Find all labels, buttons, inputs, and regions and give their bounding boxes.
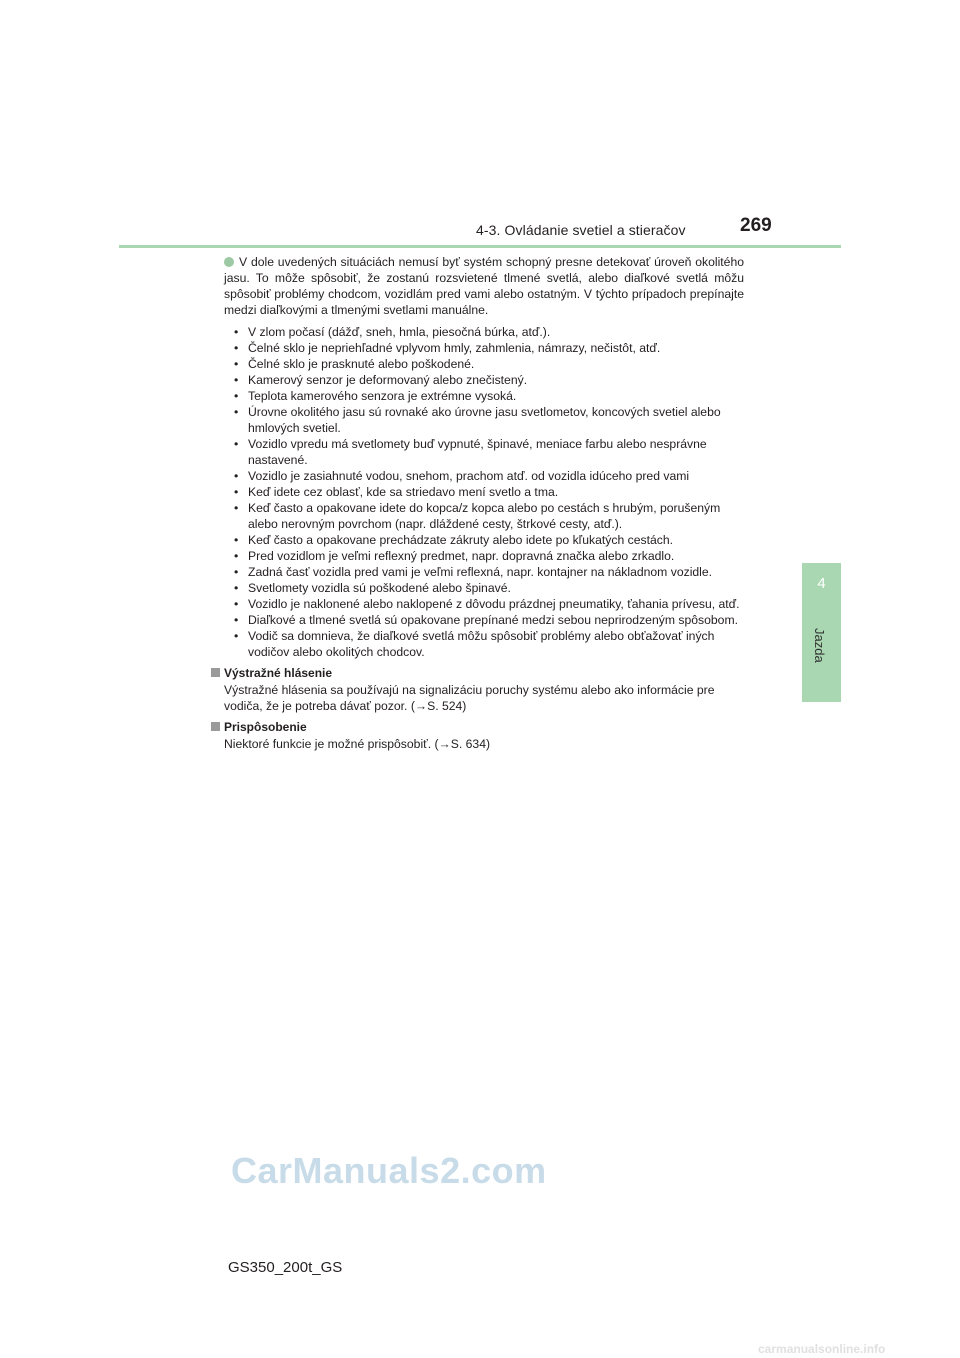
list-item: • Vozidlo je zasiahnuté vodou, snehom, prachom atď. od vozidla idúceho pred vami — [234, 469, 690, 483]
bullet-dot-icon: • — [234, 613, 239, 627]
customization-section — [224, 719, 744, 752]
customization-heading: Prispôsobenie — [224, 719, 744, 735]
bullet-dot-icon: • — [234, 341, 239, 355]
bullet-dot-icon: • — [234, 485, 239, 499]
list-item: • Kamerový senzor je deformovaný alebo znečistený. — [234, 373, 528, 387]
bullet-dot-icon: • — [234, 389, 239, 403]
warning-body: Výstražné hlásenia sa používajú na signalizáciu poruchy systému alebo ako informácie pre vodiča, že je potreba dávať pozor. (→S. 524) — [224, 683, 715, 713]
chapter-label — [811, 628, 831, 688]
warning-section — [224, 665, 744, 714]
page-number: 269 — [740, 215, 772, 236]
bullet-dot-icon: • — [234, 533, 239, 547]
chapter-label-text: Jazda — [812, 628, 827, 663]
list-item: • Čelné sklo je prasknuté alebo poškodené. — [234, 357, 475, 371]
section-title: 4-3. Ovládanie svetiel a stieračov — [476, 222, 686, 238]
main-content — [224, 252, 744, 752]
list-item: • Vodič sa domnieva, že diaľkové svetlá môžu spôsobiť problémy alebo obťažovať iných vodičov alebo okolitých chodcov. — [234, 629, 715, 659]
list-item: • Čelné sklo je nepriehľadné vplyvom hmly, zahmlenia, námrazy, nečistôt, atď. — [234, 341, 661, 355]
footer-model: GS350_200t_GS — [228, 1259, 343, 1276]
list-item: • Diaľkové a tlmené svetlá sú opakovane prepínané medzi sebou neprirodzeným spôsobom. — [234, 613, 738, 627]
list-item: • Keď často a opakovane idete do kopca/z kopca alebo po cestách s hrubým, porušeným alebo nerovným povrchom (napr. dláždené cesty, štrkové cesty, atď.). — [234, 501, 721, 531]
bullet-dot-icon: • — [234, 501, 239, 515]
square-bullet-icon — [211, 722, 220, 731]
list-item: • Úrovne okolitého jasu sú rovnaké ako úrovne jasu svetlometov, koncových svetiel alebo hmlových svetiel. — [234, 405, 721, 435]
header-divider — [119, 245, 841, 248]
list-item: • Svetlomety vozidla sú poškodené alebo špinavé. — [234, 581, 511, 595]
square-bullet-icon — [211, 668, 220, 677]
bullet-dot-icon: • — [234, 629, 239, 643]
watermark-logo: CarManuals2.com — [231, 1150, 547, 1191]
page-header — [0, 0, 960, 250]
list-item: • Vozidlo vpredu má svetlomety buď vypnuté, špinavé, meniace farbu alebo nesprávne nastavené. — [234, 437, 707, 467]
warning-heading: Výstražné hlásenie — [224, 665, 744, 681]
circle-bullet-icon — [224, 257, 234, 267]
chapter-number: 4 — [817, 575, 826, 592]
bullet-dot-icon: • — [234, 565, 239, 579]
bullet-dot-icon: • — [234, 357, 239, 371]
list-item: • Zadná časť vozidla pred vami je veľmi reflexná, napr. kontajner na nákladnom vozidle. — [234, 565, 713, 579]
bullet-dot-icon: • — [234, 325, 239, 339]
watermark-site: carmanualsonline.info — [758, 1342, 886, 1356]
list-item: • Keď idete cez oblasť, kde sa striedavo mení svetlo a tma. — [234, 485, 559, 499]
intro-paragraph — [224, 254, 744, 318]
bullet-dot-icon: • — [234, 373, 239, 387]
customization-body: Niektoré funkcie je možné prispôsobiť. (→S. 634) — [224, 737, 491, 751]
bullet-dot-icon: • — [234, 437, 239, 451]
bullet-dot-icon: • — [234, 581, 239, 595]
list-item: • Vozidlo je naklonené alebo naklopené z dôvodu prázdnej pneumatiky, ťahania prívesu, atď. — [234, 597, 740, 611]
list-item: • V zlom počasí (dážď, sneh, hmla, piesočná búrka, atď.). — [234, 325, 551, 339]
situation-list — [224, 324, 744, 660]
intro-text: V dole uvedených situáciách nemusí byť systém schopný presne detekovať úroveň okolitého jasu. To môže spôsobiť, že zostanú rozsvietené tlmené svetlá, alebo diaľkové svetlá môžu spôsobiť problémy chodcom, vozidlám pred vami alebo ostatným. V týchto prípadoch prepínajte medzi diaľkovými a tlmenými svetlami manuálne. — [224, 255, 744, 317]
list-item: • Pred vozidlom je veľmi reflexný predmet, napr. dopravná značka alebo zrkadlo. — [234, 549, 675, 563]
bullet-dot-icon: • — [234, 549, 239, 563]
bullet-dot-icon: • — [234, 405, 239, 419]
list-item: • Teplota kamerového senzora je extrémne vysoká. — [234, 389, 517, 403]
bullet-dot-icon: • — [234, 597, 239, 611]
list-item: • Keď často a opakovane prechádzate zákruty alebo idete po kľukatých cestách. — [234, 533, 674, 547]
bullet-dot-icon: • — [234, 469, 239, 483]
